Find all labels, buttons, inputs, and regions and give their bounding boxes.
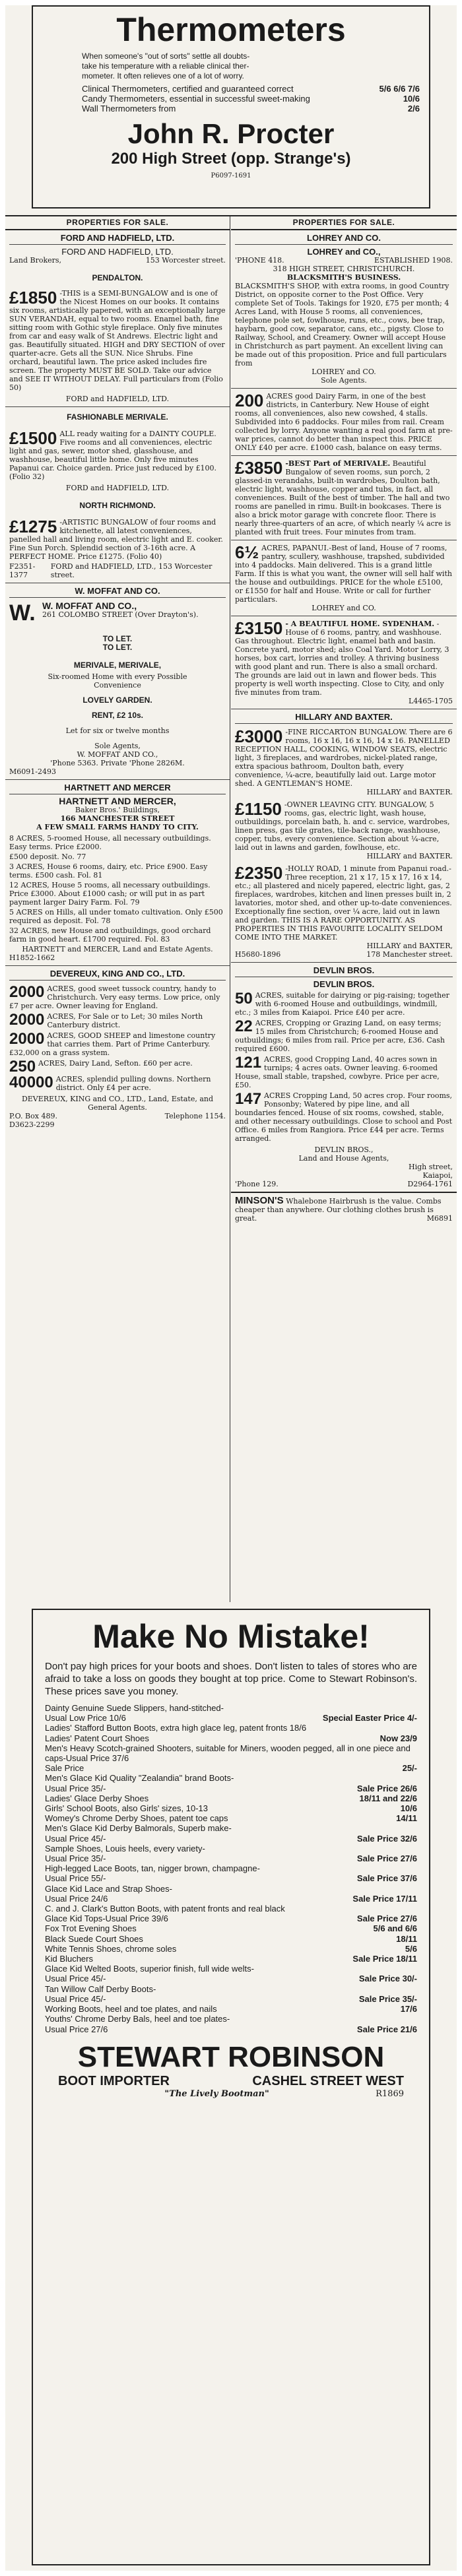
boot-importer-tag: BOOT IMPORTER [58, 2073, 170, 2088]
boot-item-price: 10/6 [400, 1803, 417, 1814]
boot-item-name: Men's Glace Kid Derby Balmorals, Superb make- [45, 1823, 232, 1834]
boot-item-name: Glace Kid Lace and Strap Shoes- [45, 1883, 172, 1894]
moffat-head: W. MOFFAT AND CO. [9, 587, 226, 598]
devlin-name: DEVLIN BROS. [313, 979, 375, 989]
lohrey-established: ESTABLISHED 1908. [374, 256, 453, 265]
acre-desc: ACRES, GOOD SHEEP and limestone country that carries them. Part of Prime Canterbury. £32,000 on a grass system. [9, 1031, 216, 1057]
boot-item-name: Youths' Chrome Derby Bals, heel and toe plates- [45, 2014, 230, 2024]
price-row [82, 84, 420, 94]
hillary-ref: H5680-1896 [235, 950, 281, 959]
devlin-phone: 'Phone 129. [235, 1180, 279, 1188]
boot-price-row [45, 1853, 417, 1863]
boot-price-row [45, 2024, 417, 2034]
hartnett-item: 12 ACRES, House 5 rooms, all necessary outbuildings. Price £3000. About £1000 cash; or will put in as part payment larger Dairy Farm. Fol. 79 [9, 881, 211, 907]
hillary-ad [231, 709, 457, 963]
lohrey-signature: LOHREY and CO. [312, 368, 376, 376]
ad2-body [9, 430, 226, 481]
intro-line: take his temperature with a reliable clinical ther- [82, 61, 249, 71]
boot-item-name: Usual Price 35/- [45, 1783, 106, 1793]
boot-item-price: Sale Price 21/6 [356, 2024, 417, 2034]
item-price: 10/6 [403, 94, 420, 104]
devlin-ad [231, 963, 457, 1192]
lohrey-ad5-text: -House of 6 rooms, pantry, and washhouse. Gas throughout. Electric light, enamel bath and basin. Concrete yard, motor shed; also Coal Yard. Motor Lorry, 3 horses, box cart, lorries and trolley. A thriving business with good plant and run. There is also a small orchard. The grounds are laid out in lawn and flower beds. This property is well worth inspecting. Close to City, and only five minutes from tram. [235, 620, 449, 697]
boot-item-name: Usual Price 45/- [45, 1993, 106, 2004]
hillary-ad1-body [235, 728, 453, 788]
procter-address: 200 High Street (opp. Strange's) [111, 149, 351, 168]
left-column [5, 216, 230, 1602]
devereux-head: DEVEREUX, KING AND CO., LTD. [9, 969, 226, 981]
lively-bootman-motto: "The Lively Bootman" [164, 2088, 269, 2099]
boot-item-name: Glace Kid Welted Boots, superior finish, full wide welts- [45, 1964, 254, 1974]
ad3-ref: F2351-1377 [9, 562, 36, 579]
newspaper-page [5, 5, 457, 2571]
devlin-ref: D2964-1761 [407, 1180, 453, 1188]
price-row [82, 104, 420, 113]
boot-item-name: Womey's Chrome Derby Shoes, patent toe caps [45, 1813, 228, 1824]
item-price: 2/6 [407, 104, 420, 114]
hartnett-building: Baker Bros.' Buildings, [75, 806, 160, 814]
thermometers-intro [82, 51, 420, 81]
acre-desc: ACRES, suitable for dairying or pig-raising; together with 6-roomed House and outbuildings, windmill, etc.; 3 miles from Kaiapoi. Price £40 per acre. [235, 991, 449, 1017]
lohrey-ad5-head: - A BEAUTIFUL HOME. SYDENHAM. [285, 620, 435, 628]
ford-address [9, 256, 226, 265]
lohrey-ad3-price: £3850 [235, 458, 283, 478]
boot-item-name: Usual Price 35/- [45, 1853, 106, 1864]
ford-addr-right: 153 Worcester street. [145, 256, 226, 265]
ad2-text: ALL ready waiting for a DAINTY COUPLE. Five rooms and all conveniences, electric light and gas, sewer, motor shed, glasshouse, and washhouse, beautiful little home. Only five minutes Papanui car. Choice garden. Price just reduced by £100. (Folio 32) [9, 430, 217, 481]
classified-columns [5, 215, 457, 1602]
ford-merivale-ad [5, 407, 230, 583]
boot-item-price: 5/6 and 6/6 [373, 1923, 417, 1934]
ford-sub: FORD AND HADFIELD, LTD. [61, 247, 174, 257]
lohrey-phone: 'PHONE 418. [235, 256, 284, 265]
hartnett-address: 166 MANCHESTER STREET [60, 814, 175, 823]
rent: RENT, £2 10s. [91, 711, 144, 720]
boot-item-name: Ladies' Patent Court Shoes [45, 1733, 149, 1743]
lohrey-ad2-body [235, 392, 453, 452]
stewart-ref: R1869 [376, 2088, 404, 2099]
ad1-signature: FORD and HADFIELD, LTD. [65, 395, 170, 403]
boot-price-row [45, 1733, 417, 1743]
procter-ref: P6097-1691 [211, 172, 251, 179]
hartnett-head: HARTNETT AND MERCER [9, 783, 226, 794]
boot-item-price: Sale Price 35/- [358, 1993, 417, 2004]
boot-price-row [45, 1974, 417, 1983]
boot-item-name: Glace Kid Tops-Usual Price 39/6 [45, 1914, 168, 1924]
hartnett-item: 32 ACRES, new House and outbuildings, good orchard farm in good heart. £1700 required. Fol. 83 [9, 926, 211, 944]
devlin-item [235, 1055, 453, 1089]
boot-price-row [45, 1703, 417, 1713]
ad1-price: £1850 [9, 288, 57, 307]
ad1-body [9, 289, 226, 392]
boot-item-price: Sale Price 27/6 [356, 1914, 417, 1924]
acre-count: 121 [235, 1054, 262, 1072]
acre-count: 50 [235, 990, 253, 1008]
acre-count: 22 [235, 1017, 253, 1035]
lohrey-business-heading: BLACKSMITH'S BUSINESS. [286, 273, 401, 282]
boot-item-price: Sale Price 18/11 [352, 1954, 417, 1964]
devlin-town: Kaiapoi, [422, 1171, 453, 1180]
cashel-street-tag: CASHEL STREET WEST [252, 2073, 404, 2088]
boot-item-price: 5/6 [405, 1943, 417, 1954]
acre-count: 147 [235, 1090, 262, 1108]
boot-item-name: Usual Price 45/- [45, 1974, 106, 1984]
lohrey-head: LOHREY AND CO. [235, 234, 453, 245]
devereux-item [9, 1058, 226, 1076]
boot-item-price: Sale Price 27/6 [356, 1853, 417, 1864]
lohrey-sole-agents: Sole Agents. [321, 376, 367, 385]
stewart-robinson-firm: STEWART ROBINSON [77, 2040, 385, 2073]
devereux-tel: Telephone 1154. [164, 1112, 226, 1120]
mistake-intro: Don't pay high prices for your boots and shoes. Don't listen to tales of stores who are afraid to take a loss on goods they bought at top price. Come to Stewart Robinson's. These prices save you money. [45, 1661, 417, 1697]
boot-item-price: Sale Price 26/6 [356, 1783, 417, 1793]
boot-item-name: Usual Price 45/- [45, 1833, 106, 1844]
boot-item-name: High-legged Lace Boots, tan, nigger brown, champagne- [45, 1863, 260, 1874]
boot-price-row [45, 2004, 417, 2014]
boot-item-name: Girls' School Boots, also Girls' sizes, 10-13 [45, 1803, 208, 1814]
ford-addr-left: Land Brokers, [9, 256, 62, 265]
boot-price-row [45, 1984, 417, 1994]
sole-agents: Sole Agents, [94, 742, 141, 750]
devlin-item [235, 991, 453, 1017]
devereux-box: P.O. Box 489. [9, 1112, 57, 1120]
lohrey-meta [235, 256, 453, 265]
boot-item-name: Sale Price [45, 1763, 84, 1774]
lohrey-ref: L4465-1705 [408, 697, 453, 705]
boot-price-row [45, 1713, 417, 1723]
boot-price-row [45, 1803, 417, 1813]
thermometers-ad [32, 5, 430, 209]
boot-item-name: Men's Heavy Scotch-grained Shooters, suitable for Miners, wooden pegged, all in one piece and caps-Usual Price 37/6 [45, 1743, 411, 1764]
procter-firm: John R. Procter [127, 117, 335, 149]
boot-price-row [45, 1743, 417, 1763]
lovely-garden: LOVELY GARDEN. [82, 695, 152, 705]
right-column [231, 216, 457, 1602]
minson-ad [231, 1192, 457, 1226]
boot-price-row [45, 2014, 417, 2024]
ad2-price: £1500 [9, 428, 57, 448]
boot-item-name: Usual Price 55/- [45, 1873, 106, 1884]
hartnett-name: HARTNETT AND MERCER, [59, 796, 176, 806]
boot-price-row [45, 1834, 417, 1844]
lohrey-ad4-signature: LOHREY and CO. [312, 604, 376, 612]
minson-name: MINSON'S [235, 1195, 284, 1206]
boot-item-price: 17/6 [400, 2004, 417, 2014]
devlin-item [235, 1091, 453, 1143]
acre-count: 40000 [9, 1074, 53, 1091]
boot-price-row [45, 1773, 417, 1783]
boot-item-name: Men's Glace Kid Quality "Zealandia" brand Boots- [45, 1773, 234, 1784]
acre-desc: ACRES, good Cropping Land, 40 acres sown in turnips; 4 acres oats. Owner leaving. 6-roomed House, small stable, trapshed, cowbyre. Price per acre, £50. [235, 1055, 440, 1089]
moffat-w-initial: W. [9, 600, 36, 626]
moffat-ad [5, 583, 230, 780]
acre-count: 2000 [9, 1011, 45, 1029]
hillary-ad3-price: £2350 [235, 863, 283, 883]
devereux-item [9, 1012, 226, 1029]
hartnett-item: 8 ACRES, 5-roomed House, all necessary outbuildings. Easy terms. Price £2000. [9, 834, 211, 851]
lohrey-ad3-body [235, 459, 453, 536]
devereux-item [9, 1031, 226, 1057]
boot-item-price: Sale Price 30/- [358, 1974, 417, 1984]
boot-item-name: Ladies' Stafford Button Boots, extra high glace leg, patent fronts 18/6 [45, 1723, 307, 1733]
intro-line: mometer. It often relieves one of a lot of worry. [82, 71, 244, 80]
devlin-head: DEVLIN BROS. [235, 966, 453, 977]
item-name: Wall Thermometers from [82, 104, 176, 114]
boot-price-row [45, 1944, 417, 1954]
devereux-ref: D3623-2299 [9, 1120, 55, 1129]
hillary-address: 178 Manchester street. [366, 950, 453, 959]
stewart-tags [45, 2074, 417, 2089]
acre-desc: ACRES, good sweet tussock country, handy to Christchurch. Very easy terms. Low price, only £7 per acre. Owner leaving for England. [9, 984, 220, 1010]
boot-price-row [45, 1884, 417, 1894]
boot-item-name: Tan Willow Calf Derby Boots- [45, 1983, 156, 1994]
hillary-signature-2: HILLARY and BAXTER. [366, 852, 453, 860]
ad3-signature: FORD and HADFIELD, LTD., 153 Worcester street. [50, 562, 213, 579]
lohrey-ad3-head: -BEST Part of MERIVALE. [285, 459, 391, 468]
devereux-item [9, 1075, 226, 1092]
to-let-1: TO LET. [102, 634, 133, 643]
boot-item-price: 25/- [402, 1763, 417, 1774]
lohrey-ad5-price: £3150 [235, 618, 283, 638]
acre-desc: ACRES, For Sale or to Let; 30 miles North Canterbury district. [47, 1012, 203, 1029]
ad2-signature: FORD and HADFIELD, LTD. [65, 484, 170, 492]
merivale-heading: MERIVALE, MERIVALE, [73, 660, 162, 670]
thermometer-price-list [82, 84, 420, 114]
hartnett-item: 3 ACRES, House 6 rooms, dairy, etc. Price £900. Easy terms. £500 cash. Fol. 81 [9, 862, 208, 880]
devereux-ad [5, 966, 230, 1132]
boot-item-name: White Tennis Shoes, chrome soles [45, 1943, 177, 1954]
devlin-agents: Land and House Agents, [298, 1154, 389, 1163]
lohrey-ad4-acres: 6½ [235, 542, 259, 562]
pendalton-heading: PENDALTON. [92, 273, 143, 282]
boot-price-row [45, 1844, 417, 1853]
boot-price-row [45, 1964, 417, 1974]
devlin-address: High street, [409, 1163, 453, 1171]
hillary-ad2-price: £1150 [235, 799, 282, 819]
boot-price-row [45, 1873, 417, 1883]
moffat-banner [9, 602, 226, 624]
boot-price-row [45, 1923, 417, 1933]
boot-item-name: C. and J. Clark's Button Boots, with patent fronts and real black [45, 1904, 285, 1914]
devlin-signature: DEVLIN BROS., [314, 1145, 374, 1154]
fashionable-heading: FASHIONABLE MERIVALE. [67, 412, 168, 422]
lohrey-ad2-text: ACRES good Dairy Farm, in one of the best districts, in Canterbury. New House of eight rooms, all conveniences, also new cowshed, 4 stalls. Subdivided into 6 paddocks. Four miles from rail. Cream collected by lorry. Anyone wanting a real good farm at pre-war prices, cannot do better than inspect this. PRICE ONLY £40 per acre. £1000 cash, balance on easy terms. [235, 392, 453, 452]
boot-item-name: Fox Trot Evening Shoes [45, 1923, 137, 1934]
ad3-footer [9, 562, 226, 579]
boot-item-price: Now 23/9 [380, 1733, 417, 1743]
lohrey-merivale-ad [231, 456, 457, 540]
ad3-body [9, 518, 226, 561]
moffat-ref: M6091-2493 [9, 767, 56, 776]
hartnett-item: £500 deposit. No. 77 [9, 853, 86, 861]
lohrey-dairy-ad [231, 389, 457, 456]
devereux-contact [9, 1112, 226, 1120]
boot-price-row [45, 1994, 417, 2004]
ad3-text: -ARTISTIC BUNGALOW of four rooms and kitchenette, all latest conveniences, panelled hall and living room, electric light and E. cooker. Fine Sun Porch. Splendid section of 3-16th acre. A PERFECT HOME. Price £1275. (Folio 40) [9, 518, 223, 561]
hartnett-item: 5 ACRES on Hills, all under tomato cultivation. Only £500 required as deposit. Fol. 78 [9, 908, 223, 925]
hillary-ad1-text: -FINE RICCARTON BUNGALOW. There are 6 rooms, 16 x 16, 16 x 16, 14 x 16. PANELLED RECEPTION HALL, COOKING, WINDOW SEATS, electric light, 3 fireplaces, and wardrobes, nickel-plated range, extra spacious bathroom, Doulton bath, every convenience, ¼-acre, beautifully laid out. Large motor shed. A GENTLEMAN'S HOME. [235, 728, 453, 788]
acre-desc: ACRES, Cropping or Grazing Land, on easy terms; 15 miles from Christchurch; 6-roomed House and outbuildings; 6 miles from rail. Price per acre, £36. Cash required £600. [235, 1019, 445, 1053]
minson-text: Whalebone Hairbrush is the value. Combs cheaper than anywhere. Our clothing clothes brush is great. [235, 1197, 442, 1223]
boot-price-row [45, 1823, 417, 1833]
boot-item-price: 14/11 [396, 1813, 417, 1824]
boot-price-row [45, 1863, 417, 1873]
hillary-head: HILLARY AND BAXTER. [235, 713, 453, 724]
acre-count: 250 [9, 1058, 36, 1076]
hartnett-ad [5, 780, 230, 966]
boot-price-row [45, 1954, 417, 1964]
merivale-desc: Six-roomed Home with every Possible Convenience [48, 672, 187, 690]
devlin-footer [235, 1180, 453, 1188]
hartnett-ref: H1852-1662 [9, 953, 55, 962]
lohrey-ad [231, 230, 457, 389]
boot-item-price: Special Easter Price 4/- [322, 1713, 417, 1723]
let-for: Let for six or twelve months [65, 726, 170, 735]
devereux-item [9, 984, 226, 1010]
stewart-motto-row [45, 2089, 417, 2099]
lohrey-address: 318 HIGH STREET, CHRISTCHURCH. [273, 265, 415, 273]
boot-item-name: Dainty Genuine Suede Slippers, hand-stitched- [45, 1703, 224, 1713]
ad1-text: -THIS is a SEMI-BUNGALOW and is one of the Nicest Homes on our books. It contains six rooms, artistically papered, with an exceptionally large SUN VERANDAH, equal to two rooms. Enamel bath, fine sitting room with Gothic style fireplace. Only five minutes from car and easy walk of St Andrews. Electric light and gas. Beautifully situated. HIGH and DRY SECTION of over quarter-acre. Gets all the SUN. Nice Shrubs. Fine orchard, beautiful lawn. The price asked includes fire screen. The property MUST BE SOLD. Take our advice and SEE IT WITHOUT DELAY. Full particulars from (Folio 50) [9, 289, 226, 392]
stewart-robinson-ad [32, 1609, 430, 2565]
hillary-ad2-body [235, 800, 453, 852]
boot-price-row [45, 1894, 417, 1904]
boot-price-row [45, 1763, 417, 1773]
hillary-footer [235, 950, 453, 959]
ford-head: FORD AND HADFIELD, LTD. [9, 234, 226, 245]
minson-ref: M6891 [426, 1214, 453, 1223]
boot-item-price: Sale Price 32/6 [356, 1833, 417, 1844]
boot-price-list [45, 1703, 417, 2034]
lohrey-name: LOHREY and CO., [307, 247, 381, 257]
lohrey-ad4-text: ACRES, PAPANUI.-Best of land, House of 7 rooms, pantry, scullery, washhouse, trapshed, subdivided into 4 paddocks. Main delivered. This is a grand little Farm. If this is what you want, the owner will sell half with the house and outbuildings. PRICE for the whole £5100, or £1550 for half and House. Write or call for further particulars. [235, 544, 452, 604]
boot-item-name: Ladies' Glace Derby Shoes [45, 1793, 149, 1803]
hillary-ad3-body [235, 864, 453, 942]
boot-item-name: Working Boots, heel and toe plates, and nails [45, 2004, 217, 2014]
hartnett-tag: A FEW SMALL FARMS HANDY TO CITY. [36, 823, 199, 831]
hillary-signature-3: HILLARY and BAXTER, [366, 942, 453, 950]
intro-line: When someone's "out of sorts" settle all doubts- [82, 51, 250, 61]
boot-item-name: Usual Price 27/6 [45, 2024, 108, 2034]
lohrey-business-text: BLACKSMITH'S SHOP, with extra rooms, in good Country District, on opposite corner to the Post Office. Very complete Set of Tools. Takings for 1920, £75 per month; 4 Acres Land, with House 5 rooms, all conveniences, telephone pole set, fowlhouse, runs, etc., cows, bee trap, haybarn, good cow, separator, cans, etc., pigsty. Close to Railway, School, and Creamery. Owner will accept House in Christchurch as part payment. An excellent living can be made out of this proposition. Price and full particulars from [235, 282, 449, 368]
devlin-item [235, 1019, 453, 1053]
hartnett-signature: HARTNETT and MERCER, Land and Estate Agents. [22, 945, 213, 953]
acre-desc: ACRES, splendid pulling downs. Northern district. Only £4 per acre. [55, 1075, 211, 1092]
hillary-ad2-text: -OWNER LEAVING CITY. BUNGALOW, 5 rooms, gas, electric light, wash house, outbuildings, porcelain bath, h. and c. service, wardrobes, linen press, gas tile grates, tile-back range, washhouse, copper, tubs, every convenience. Section about ¼-acre, laid out in lawns and garden, fowlhouse, etc. [235, 800, 450, 852]
lohrey-ad2-acres: 200 [235, 391, 264, 410]
ford-hadfield-ad [5, 230, 230, 407]
moffat-signature: W. MOFFAT AND CO., [77, 750, 158, 759]
hillary-ad3-text: -HOLLY ROAD, 1 minute from Papanui road.-Three reception, 21 x 17, 15 x 17, 16 x 14, etc.; all plastered and nicely papered, electric light, gas, 2 fireplaces, wardrobes, kitchen and linen presses built in, 2 lavatories, motor shed, and other up-to-date conveniences. Exceptionally fine section, over ¼ acre, laid out in lawn and garden. THIS IS A RARE OPPORTUNITY. AS PROPERTIES IN THIS FAVOURITE LOCALITY SELDOM COME INTO THE MARKET. [235, 864, 452, 942]
ad3-price: £1275 [9, 517, 57, 536]
acre-desc: ACRES Cropping Land, 50 acres crop. Four rooms, Ponsonby; Watered by pipe line, and all boundaries fenced. House of six rooms, cowshed, stable, and other necessary outbuildings. Close to school and Post Office. 6 miles from Rangiora. Price £44 per acre. Terms arranged. [235, 1091, 453, 1143]
moffat-phone: 'Phone 5363. Private 'Phone 2826M. [50, 759, 185, 767]
lohrey-ad5-body [235, 620, 453, 697]
acre-desc: ACRES, Dairy Land, Sefton. £60 per acre. [38, 1059, 193, 1068]
boot-item-name: Kid Bluchers [45, 1954, 93, 1964]
boot-item-price: 18/11 and 22/6 [359, 1793, 417, 1803]
acre-count: 2000 [9, 1030, 45, 1048]
mistake-title: Make No Mistake! [92, 1618, 370, 1655]
boot-price-row [45, 1793, 417, 1803]
item-name: Candy Thermometers, essential in successful sweet-making [82, 94, 310, 104]
boot-price-row [45, 1813, 417, 1823]
boot-price-row [45, 1904, 417, 1914]
left-section-header: PROPERTIES FOR SALE. [5, 216, 230, 230]
boot-price-row [45, 1784, 417, 1793]
price-row [82, 94, 420, 104]
thermometers-title: Thermometers [116, 11, 346, 48]
item-price: 5/6 6/6 7/6 [379, 84, 420, 94]
hillary-signature-1: HILLARY and BAXTER. [366, 788, 453, 796]
boot-item-name: Black Suede Court Shoes [45, 1933, 143, 1944]
to-let-2: TO LET. [102, 643, 133, 652]
lohrey-papanui-ad [231, 540, 457, 616]
moffat-name: W. MOFFAT AND CO., [42, 600, 137, 611]
boot-item-name: Usual Low Price 10/6 [45, 1713, 126, 1723]
right-section-header: PROPERTIES FOR SALE. [231, 216, 457, 230]
hillary-ad1-price: £3000 [235, 726, 283, 746]
boot-item-price: Sale Price 37/6 [356, 1873, 417, 1884]
lohrey-sydenham-ad [231, 616, 457, 709]
boot-item-price: Sale Price 17/11 [352, 1893, 417, 1904]
boot-price-row [45, 1914, 417, 1923]
item-name: Clinical Thermometers, certified and guaranteed correct [82, 84, 294, 94]
boot-item-name: Sample Shoes, Louis heels, every variety- [45, 1843, 205, 1853]
acre-count: 2000 [9, 983, 45, 1001]
north-heading: NORTH RICHMOND. [79, 501, 156, 510]
boot-price-row [45, 1723, 417, 1733]
lohrey-ad3-text: Beautiful Bungalow of seven rooms, sun porch, 2 glassed-in verandahs, built-in wardrobes, Doulton bath, electric light, washhouse, copper and tubs, in fact, all conveniences. Built of the best of timber. The hall and two rooms are panelled in rimu. Built-in bookcases. There is also a brick motor garage with concrete floor. There is nearly three-quarters of an acre, of which nearly ¼ acre is planted with fruit trees. Four minutes from tram. [235, 459, 451, 536]
devereux-signature: DEVEREUX, KING and CO., LTD., Land, Estate, and General Agents. [21, 1095, 214, 1112]
moffat-addr: 261 COLOMBO STREET (Over Drayton's). [42, 610, 199, 619]
boot-item-price: 18/11 [396, 1933, 417, 1944]
boot-price-row [45, 1934, 417, 1944]
boot-item-name: Usual Price 24/6 [45, 1893, 108, 1904]
lohrey-ad4-body [235, 544, 453, 604]
